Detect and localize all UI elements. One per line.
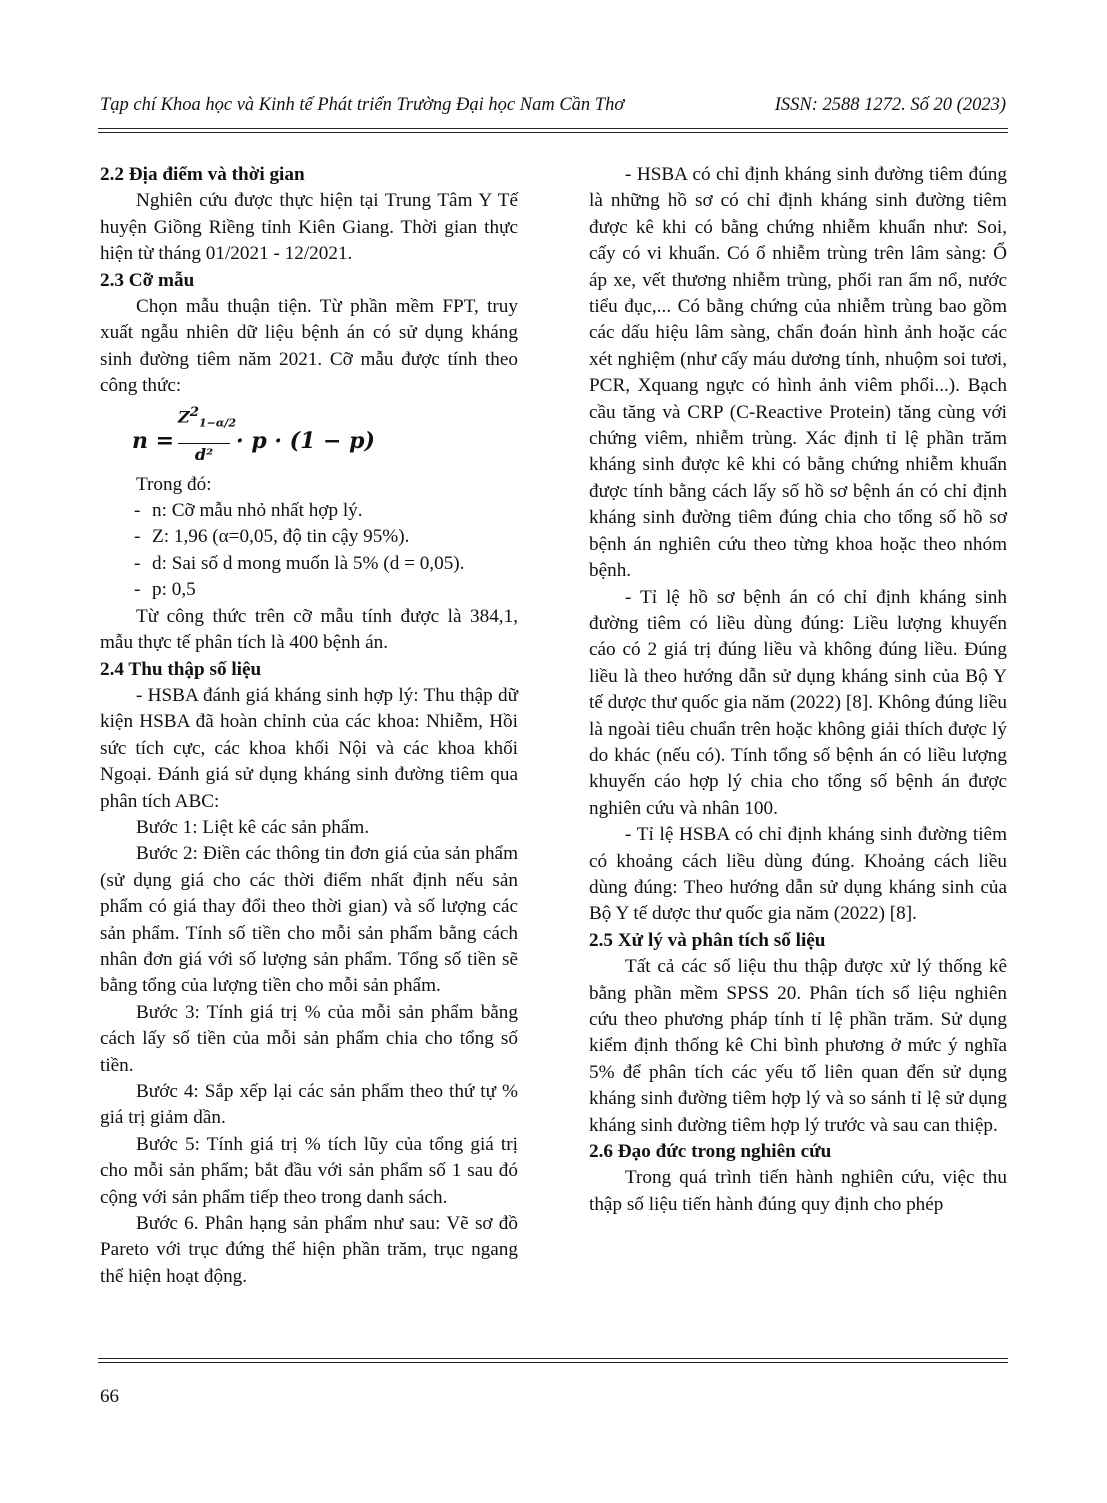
sample-size-result: Từ công thức trên cỡ mẫu tính được là 384,1, mẫu thực tế phân tích là 400 bệnh án.: [100, 605, 518, 654]
formula-lhs: n =: [132, 427, 175, 454]
fraction-bar: [178, 443, 230, 444]
list-item: - d: Sai số d mong muốn là 5% (d = 0,05).: [134, 552, 465, 574]
footer-rule-thin: [98, 1362, 1008, 1363]
left-column: [100, 162, 518, 1290]
page-number: 66: [100, 1386, 119, 1407]
footer-rule: [98, 1358, 1008, 1359]
section-2-2-title: 2.2 Địa điểm và thời gian: [100, 164, 305, 185]
section-2-3-title: 2.3 Cỡ mẫu: [100, 269, 195, 291]
step-4: Bước 4: Sắp xếp lại các sản phẩm theo thứ tự % giá trị giảm dần.: [100, 1081, 518, 1129]
journal-title: Tạp chí Khoa học và Kinh tế Phát triển Trường Đại học Nam Cần Thơ: [100, 95, 625, 115]
section-2-2-text: Nghiên cứu được thực hiện tại Trung Tâm Y Tế huyện Giồng Riềng tỉnh Kiên Giang. Thời gian thực hiện từ tháng 01/2021 - 12/2021.: [100, 190, 518, 265]
list-item: - n: Cỡ mẫu nhỏ nhất hợp lý.: [134, 500, 363, 522]
formula-fraction: [178, 402, 236, 465]
list-item: - Z: 1,96 (α=0,05, độ tin cậy 95%).: [134, 526, 410, 548]
dosing-interval-paragraph: - Tỉ lệ HSBA có chỉ định kháng sinh đường tiêm có khoảng cách liều dùng đúng. Khoảng cách liều dùng đúng: Theo hướng dẫn sử dụng kháng sinh của Bộ Y tế dược thư quốc gia năm (2022) [8].: [589, 824, 1007, 925]
step-6: Bước 6. Phân hạng sản phẩm như sau: Vẽ sơ đồ Pareto với trục đứng thể hiện phần trăm, trục ngang thể hiện hoạt động.: [100, 1213, 518, 1287]
step-3: Bước 3: Tính giá trị % của mỗi sản phẩm bằng cách lấy số tiền của mỗi sản phẩm chia cho tổng số tiền.: [100, 1001, 518, 1076]
section-2-3-text: Chọn mẫu thuận tiện. Từ phần mềm FPT, truy xuất ngẫu nhiên dữ liệu bệnh án có sử dụng kháng sinh đường tiêm năm 2021. Cỡ mẫu được tính theo công thức:: [100, 296, 518, 397]
sample-size-formula: [132, 400, 518, 472]
section-2-4-title: 2.4 Thu thập số liệu: [100, 658, 262, 680]
correct-dose-paragraph: - Tỉ lệ hồ sơ bệnh án có chỉ định kháng sinh đường tiêm có liều dùng đúng: Liều lượng khuyến cáo có 2 giá trị đúng liều và không đúng liều. Đúng liều là theo hướng dẫn sử dụng kháng sinh của Bộ Y tế dược thư quốc gia năm (2022) [8]. Không đúng liều là ngoài tiêu chuẩn trên hoặc không giải thích được lý do khác (nếu có). Tính tổng số bệnh án có liều lượng khuyến cáo hợp lý chia cho tổng số bệnh án được nghiên cứu và nhân 100.: [589, 586, 1007, 819]
step-2: Bước 2: Điền các thông tin đơn giá của sản phẩm (sử dụng giá cho các thời điểm nhất định nếu sản phẩm có giá thay đổi theo thời gian) và số lượng các sản phẩm. Tính số tiền cho mỗi sản phẩm bằng cách nhân đơn giá với số lượng sản phẩm. Tổng số tiền sẽ bằng tổng của lượng tiền cho mỗi sản phẩm.: [100, 843, 518, 997]
where-label: Trong đó:: [136, 473, 212, 495]
issn-label: ISSN: 2588 1272. Số 20 (2023): [774, 95, 1006, 115]
step-5: Bước 5: Tính giá trị % tích lũy của tổng giá trị cho mỗi sản phẩm; bắt đầu với sản phẩm số 1 sau đó cộng với sản phẩm tiếp theo trong danh sách.: [100, 1133, 518, 1208]
section-2-4-text: - HSBA đánh giá kháng sinh hợp lý: Thu thập dữ kiện HSBA đã hoàn chỉnh của các khoa: Nhiễm, Hồi sức tích cực, các khoa khối Nội và các khoa khối Ngoại. Đánh giá sử dụng kháng sinh đường tiêm qua phân tích ABC:: [100, 684, 518, 812]
running-header: [98, 95, 1008, 123]
step-1: Bước 1: Liệt kê các sản phẩm.: [136, 816, 370, 838]
header-rule-thin: [98, 132, 1008, 133]
header-rule: [98, 128, 1008, 129]
section-2-6-text: Trong quá trình tiến hành nghiên cứu, việc thu thập số liệu tiến hành đúng quy định cho phép: [589, 1167, 1007, 1215]
formula-denominator: d²: [194, 445, 214, 465]
variable-list: [100, 498, 518, 604]
section-2-5-text: Tất cả các số liệu thu thập được xử lý thống kê bằng phần mềm SPSS 20. Phân tích số liệu nghiên cứu theo phương pháp tính tỉ lệ phần trăm. Sử dụng kiểm định thống kê Chi bình phương ở mức ý nghĩa 5% để phân tích các yếu tố liên quan đến sử dụng kháng sinh đường tiêm hợp lý và so sánh tỉ lệ sử dụng kháng sinh đường tiêm hợp lý trước và sau can thiệp.: [589, 956, 1007, 1136]
list-item: - p: 0,5: [134, 579, 196, 601]
formula-rhs: · p · (1 − p): [236, 427, 375, 454]
right-column: [589, 162, 1007, 1218]
section-2-6-title: 2.6 Đạo đức trong nghiên cứu: [589, 1141, 832, 1163]
section-2-5-title: 2.5 Xử lý và phân tích số liệu: [589, 929, 826, 951]
correct-indication-paragraph: - HSBA có chỉ định kháng sinh đường tiêm đúng là những hồ sơ có chỉ định kháng sinh đường tiêm được kê khi có bằng chứng nhiễm khuẩn như: Soi, cấy có vi khuẩn. Có ổ nhiễm trùng trên lâm sàng: Ổ áp xe, vết thương nhiễm trùng, phổi ran ẩm nổ, nước tiểu đục,... Có bằng chứng của nhiễm trùng bao gồm các dấu hiệu lâm sàng, chẩn đoán hình ảnh hoặc các xét nghiệm (như cấy máu dương tính, nhuộm soi tươi, PCR, Xquang ngực có hình ảnh viêm phổi...). Bạch cầu tăng và CRP (C-Reactive Protein) tăng cùng với chứng viêm, nhiễm trùng. Xác định tỉ lệ phần trăm kháng sinh được kê khi có bằng chứng nhiễm khuẩn được tính bằng cách lấy số hồ sơ bệnh án có chỉ định kháng sinh đường tiêm đúng chia cho tổng số hồ sơ bệnh án nghiên cứu theo từng khoa hoặc theo nhóm bệnh.: [589, 164, 1007, 582]
formula-numerator: $Z^2_{1-\alpha/2}$: [178, 403, 236, 430]
